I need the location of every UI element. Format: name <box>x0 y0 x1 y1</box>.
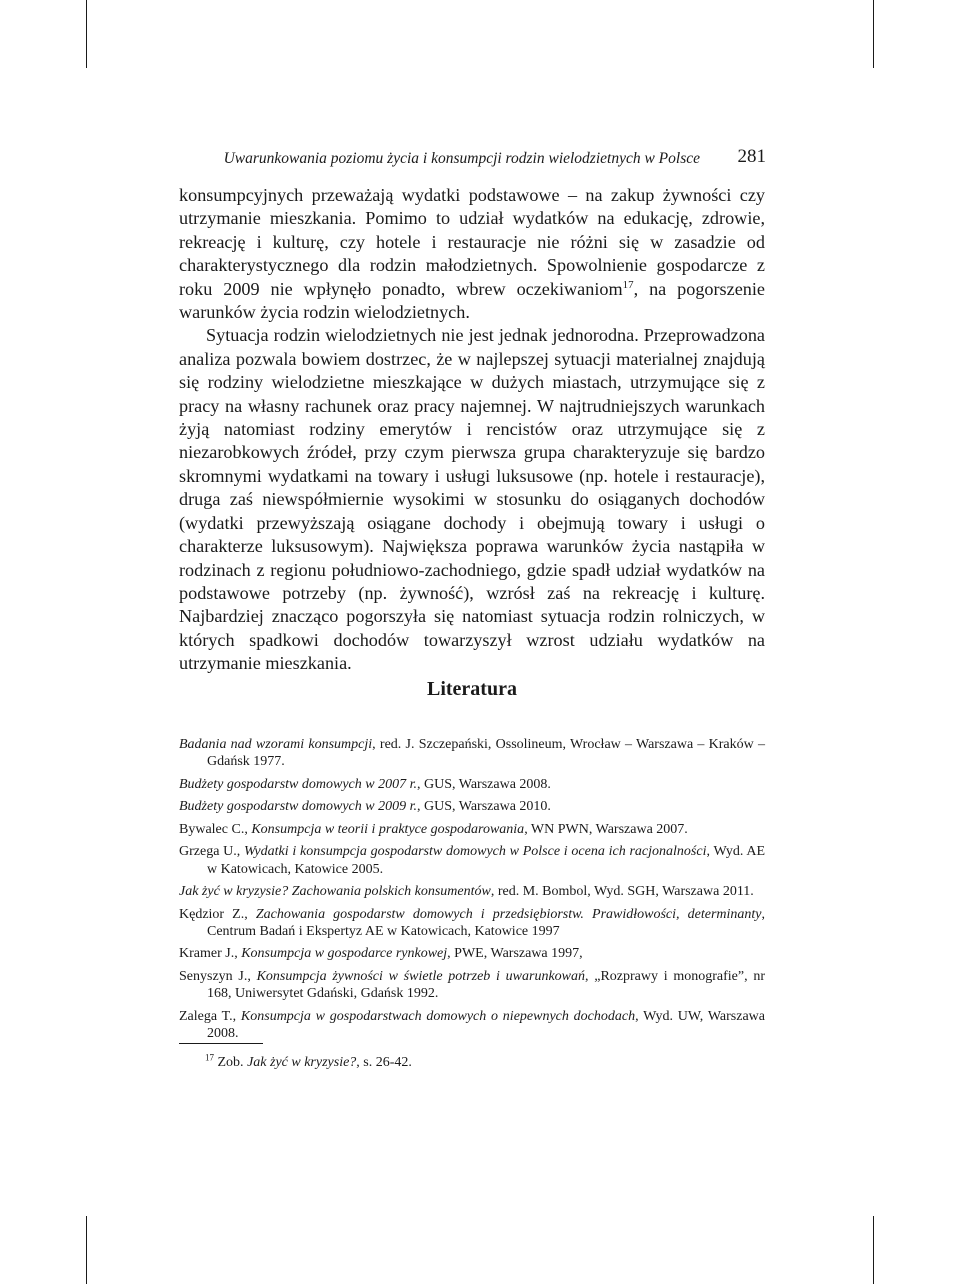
footnote-separator <box>179 1043 263 1044</box>
ref-details: , WN PWN, Warszawa 2007. <box>524 821 688 837</box>
ref-details: , Wyd. UW, Warszawa 2008. <box>207 1008 766 1041</box>
footnote-title: Jak żyć w kryzysie? <box>247 1055 357 1070</box>
footnote-details: , s. 26-42. <box>356 1055 412 1070</box>
ref-title: Konsumpcja w teorii i praktyce gospodarowania <box>251 821 525 837</box>
ref-title: Jak żyć w kryzysie? Zachowania polskich konsumentów <box>179 884 491 900</box>
reference-list <box>179 736 765 1047</box>
section-title: Literatura <box>427 678 517 700</box>
ref-author: Bywalec C., <box>179 821 252 837</box>
ref-details: , „Rozprawy i monografie”, nr 168, Uniwersytet Gdański, Gdańsk 1992. <box>207 968 765 1002</box>
crop-mark-top-left <box>86 0 87 68</box>
ref-author: Kędzior Z., <box>179 906 256 922</box>
ref-title: Badania nad wzorami konsumpcji <box>179 737 373 752</box>
reference-item <box>179 821 765 838</box>
page-number: 281 <box>737 146 766 167</box>
ref-title: Konsumpcja w gospodarce rynkowej <box>241 946 448 962</box>
main-text <box>179 184 765 676</box>
ref-details: , red. J. Szczepański, Ossolineum, Wrocław – Warszawa – Kraków – Gdańsk 1977. <box>207 737 765 770</box>
page-header <box>180 146 766 172</box>
ref-author: Kramer J., <box>179 946 242 962</box>
ref-title: Konsumpcja w gospodarstwach domowych o niepewnych dochodach <box>240 1008 636 1024</box>
ref-title: Konsumpcja żywności w świetle potrzeb i uwarunkowań <box>256 968 585 984</box>
running-title: Uwarunkowania poziomu życia i konsumpcji rodzin wielodzietnych w Polsce <box>223 150 700 167</box>
ref-details: , PWE, Warszawa 1997, <box>447 946 583 962</box>
paragraph-1 <box>179 184 765 324</box>
reference-item <box>179 776 765 793</box>
ref-author: Grzega U., <box>179 844 245 860</box>
reference-item <box>179 736 765 771</box>
paragraph-1-part-a: konsumpcyjnych przeważają wydatki podstawowe – na zakup żywności czy utrzymanie mieszkania. Pomimo to udział wydatków na edukację, zdrowie, rekreację i kulturę, czy hotele i restauracje nie różni się w zasadzie od charakterystycznego dla rodzin małodzietnych. Spowolnienie gospodarcze z roku 2009 nie wpłynęło ponadto, wbrew oczekiwaniom <box>179 185 765 299</box>
ref-author: Zalega T., <box>179 1008 241 1024</box>
footnote-number: 17 <box>205 1052 214 1063</box>
paragraph-2: Sytuacja rodzin wielodzietnych nie jest jednak jednorodna. Przeprowadzona analiza pozwala bowiem dostrzec, że w najlepszej sytuacji materialnej znajdują się rodziny wielodzietne mieszkające w dużych miastach, utrzymujące się z pracy na własny rachunek oraz pracy najemnej. W najtrudniejszych warunkach żyją natomiast rodziny emerytów i rencistów oraz utrzymujące się z niezarobkowych źródeł, przy czym pierwsza grupa charakteryzuje się bardzo skromnymi wydatkami na towary i usługi luksusowe (np. hotele i restauracje), druga zaś niewspółmiernie wysokimi w stosunku do osiąganych dochodów (wydatki przewyższają osiągane dochody i obejmują towary i usługi o charakterze luksusowym). Największa poprawa warunków życia nastąpiła w rodzinach z regionu południowo-zachodniego, gdzie spadł udział wydatków na podstawowe potrzeby (np. żywność), wzrósł zaś na rekreację i kulturę. Najbardziej znacząco pogorszyła się natomiast sytuacja rodzin rolniczych, w których spadkowi dochodów towarzyszył wzrost udziału wydatków na utrzymanie mieszkania. <box>179 325 765 674</box>
ref-details: , GUS, Warszawa 2010. <box>417 799 551 815</box>
ref-author: Senyszyn J., <box>179 968 257 984</box>
ref-details: , GUS, Warszawa 2008. <box>417 776 551 792</box>
footnote-ref[interactable]: 17 <box>622 278 634 291</box>
ref-title: Budżety gospodarstw domowych w 2009 r. <box>179 799 417 815</box>
ref-title: Wydatki i konsumpcja gospodarstw domowych w Polsce i ocena ich racjonalności <box>244 844 707 860</box>
paragraph-1-part-b: , na pogorszenie warunków życia rodzin wielodzietnych. <box>179 278 766 323</box>
reference-item <box>179 906 765 941</box>
ref-details: , red. M. Bombol, Wyd. SGH, Warszawa 2011. <box>490 884 754 900</box>
ref-title: Zachowania gospodarstw domowych i przedsiębiorstw. Prawidłowości, determinanty <box>255 906 762 922</box>
footnote-lead: Zob. <box>214 1055 248 1070</box>
crop-mark-bottom-left <box>86 1216 87 1284</box>
reference-item <box>179 843 765 878</box>
ref-details: , Wyd. AE w Katowicach, Katowice 2005. <box>207 844 766 877</box>
reference-item <box>179 883 765 900</box>
reference-item <box>179 945 765 962</box>
reference-item <box>179 968 765 1003</box>
crop-mark-bottom-right <box>873 1216 874 1284</box>
footnote <box>205 1052 412 1071</box>
crop-mark-top-right <box>873 0 874 68</box>
ref-details: , Centrum Badań i Ekspertyz AE w Katowicach, Katowice 1997 <box>207 906 765 939</box>
reference-item <box>179 798 765 815</box>
reference-item <box>179 1008 765 1043</box>
ref-title: Budżety gospodarstw domowych w 2007 r. <box>179 776 417 792</box>
